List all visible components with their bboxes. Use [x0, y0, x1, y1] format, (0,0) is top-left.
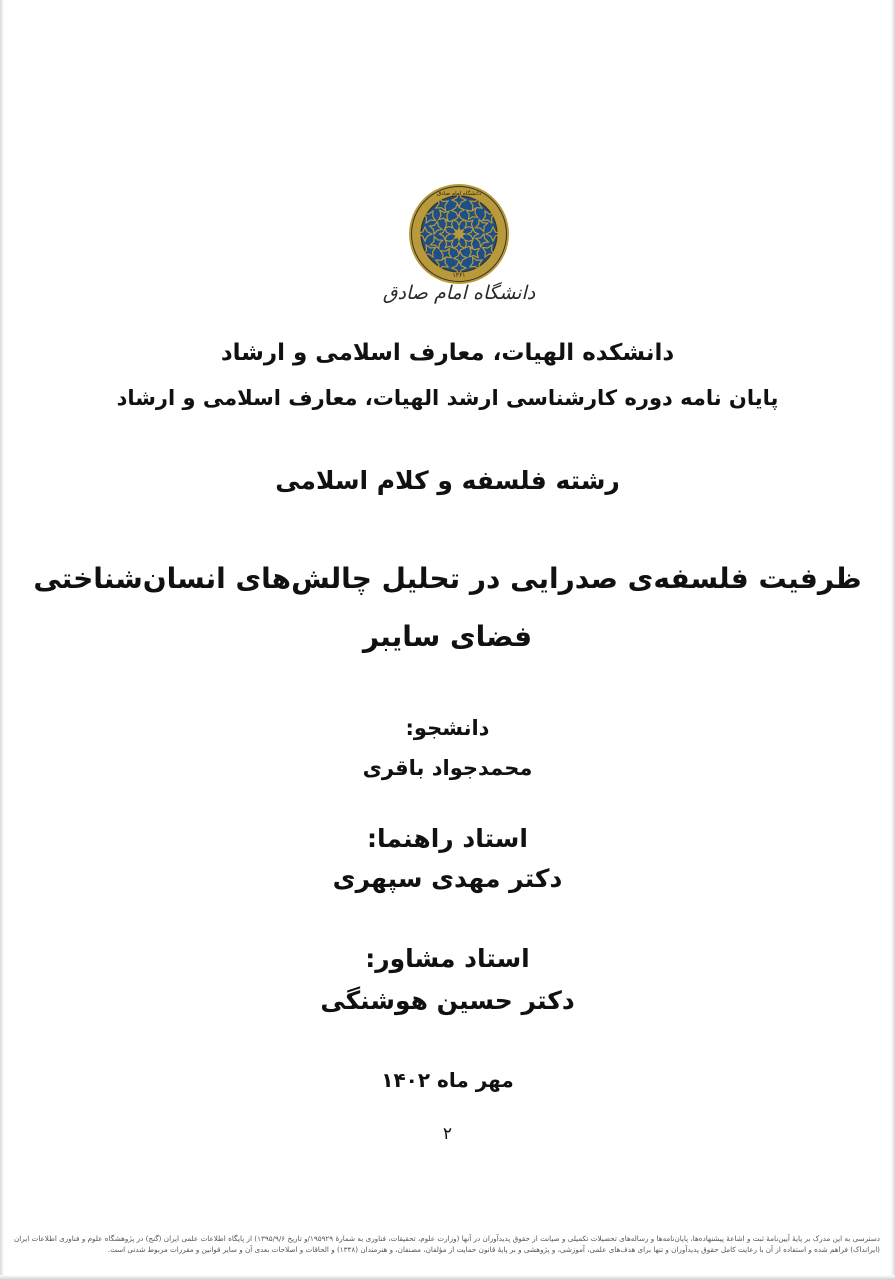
student-label: دانشجو: [405, 716, 490, 740]
page-number: ۲ [442, 1124, 453, 1144]
degree-program: پایان نامه دوره کارشناسی ارشد الهیات، معارف اسلامی و ارشاد [116, 386, 779, 410]
university-name-logotype: دانشگاه امام صادق [382, 282, 536, 304]
thesis-title-line-1: ظرفیت فلسفه‌ی صدرایی در تحلیل چالش‌های انسان‌شناختی [33, 562, 862, 595]
page-edge-bottom [0, 1275, 895, 1280]
faculty-name: دانشکده الهیات، معارف اسلامی و ارشاد [220, 340, 675, 366]
university-rosette-emblem-icon [408, 183, 510, 285]
field-of-study: رشته فلسفه و کلام اسلامی [275, 466, 620, 495]
emblem-year: ۱۳۶۱ [452, 272, 466, 279]
student-name: محمدجواد باقری [362, 756, 533, 780]
thesis-title-line-2: فضای سایبر [362, 620, 533, 653]
footer-access-notice: دسترسی به این مدرک بر پایهٔ آیین‌نامهٔ ثبت و اشاعهٔ پیشنهاده‌ها، پایان‌نامه‌ها و رساله‌های تحصیلات تکمیلی و صیانت از حقوق پدیدآوران در آنها (وزارت علوم، تحقیقات، فناوری به شمارهٔ ۱۹۵۹۲۹/و تاریخ ۱۳۹۵/۹/۶) از پایگاه اطلاعات علمی ایران (گنج) در پژوهشگاه علوم و فناوری اطلاعات ایران (ایرانداک) فراهم شده و استفاده از آن با رعایت کامل حقوق پدیدآوران و تنها برای هدف‌های علمی، آموزشی، و پژوهشی و بر پایهٔ قانون حمایت از مؤلفان، مصنفان، و هنرمندان (۱۳۴۸) و الحاقات و اصلاحات بعدی آن و سایر قوانین و مقررات مربوط شدنی است. [14, 1234, 880, 1254]
rosette-center-star [451, 226, 467, 242]
supervisor-label: استاد راهنما: [367, 824, 528, 853]
emblem-arc-text: دانشگاه امام صادق [436, 191, 482, 197]
supervisor-name: دکتر مهدی سپهری [332, 864, 563, 893]
advisor-name: دکتر حسین هوشنگی [320, 986, 575, 1015]
advisor-label: استاد مشاور: [365, 944, 530, 973]
date: مهر ماه ۱۴۰۲ [381, 1068, 514, 1092]
